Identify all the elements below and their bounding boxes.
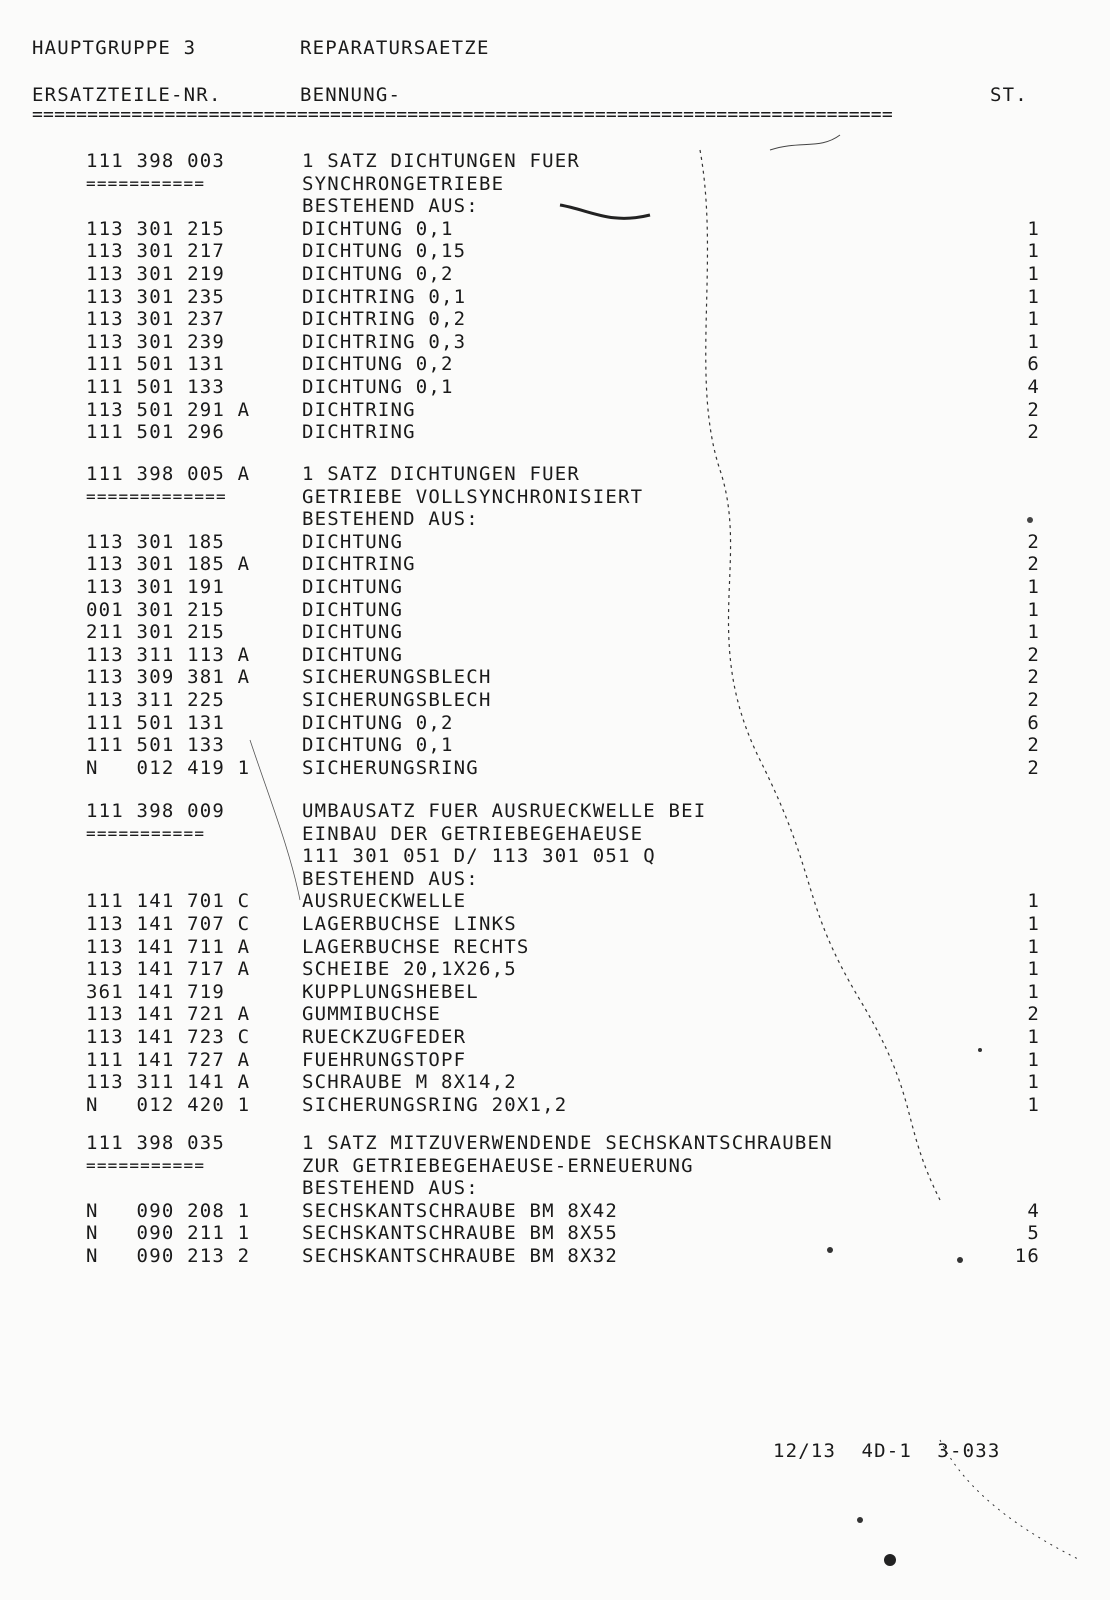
- item-part-number: 113 301 237: [86, 308, 226, 331]
- set-title-line: UMBAUSATZ FUER AUSRUECKWELLE BEI: [302, 800, 707, 822]
- item-quantity: 1: [1027, 598, 1040, 621]
- item-description: SECHSKANTSCHRAUBE BM 8X32: [302, 1245, 618, 1267]
- item-part-number: 113 141 717 A: [86, 958, 251, 981]
- set-consists-of-label: BESTEHEND AUS:: [302, 867, 479, 890]
- item-quantity: 1: [1027, 621, 1040, 644]
- item-description: DICHTUNG 0,1: [302, 376, 454, 398]
- item-description: DICHTRING: [302, 398, 416, 421]
- main-group-label: HAUPTGRUPPE 3: [32, 37, 197, 59]
- item-quantity: 2: [1027, 530, 1040, 553]
- item-quantity: 2: [1027, 553, 1040, 576]
- set-number-underline: ===========: [86, 173, 206, 193]
- item-quantity: 1: [1027, 1093, 1040, 1116]
- item-part-number: N 012 419 1: [86, 756, 251, 779]
- item-description: KUPPLUNGSHEBEL: [302, 980, 479, 1003]
- set-number-underline: ===========: [86, 823, 206, 843]
- item-quantity: 1: [1027, 240, 1040, 263]
- item-quantity: 1: [1027, 576, 1040, 598]
- item-part-number: 113 301 217: [86, 240, 226, 263]
- set-title-line: GETRIEBE VOLLSYNCHRONISIERT: [302, 485, 644, 508]
- column-header-description: BENNUNG-: [300, 84, 402, 106]
- item-part-number: 113 301 191: [86, 576, 226, 598]
- item-part-number: 001 301 215: [86, 598, 226, 621]
- item-description: DICHTUNG: [302, 643, 404, 666]
- item-part-number: 113 301 235: [86, 285, 226, 308]
- item-quantity: 6: [1027, 353, 1040, 376]
- item-description: SICHERUNGSRING: [302, 756, 479, 779]
- item-part-number: 113 141 711 A: [86, 935, 251, 958]
- set-part-number: 111 398 035: [86, 1132, 226, 1154]
- item-part-number: 113 301 219: [86, 263, 226, 285]
- item-description: DICHTRING 0,1: [302, 285, 467, 308]
- item-description: DICHTUNG: [302, 530, 404, 553]
- item-quantity: 2: [1027, 689, 1040, 711]
- item-description: SECHSKANTSCHRAUBE BM 8X55: [302, 1222, 618, 1245]
- item-part-number: 111 141 701 C: [86, 890, 251, 913]
- item-quantity: 2: [1027, 734, 1040, 757]
- item-description: SECHSKANTSCHRAUBE BM 8X42: [302, 1199, 618, 1222]
- item-quantity: 2: [1027, 398, 1040, 421]
- item-description: DICHTUNG: [302, 621, 404, 644]
- item-quantity: 1: [1027, 263, 1040, 285]
- item-part-number: 113 311 225: [86, 689, 226, 711]
- header-separator-rule: ==============================================================================: [32, 104, 893, 125]
- item-quantity: 4: [1027, 1199, 1040, 1222]
- item-quantity: 4: [1027, 376, 1040, 398]
- item-part-number: 111 501 131: [86, 711, 226, 734]
- set-consists-of-label: BESTEHEND AUS:: [302, 508, 479, 531]
- item-part-number: 361 141 719: [86, 980, 226, 1003]
- item-quantity: 1: [1027, 958, 1040, 981]
- item-quantity: 2: [1027, 756, 1040, 779]
- item-description: DICHTRING 0,3: [302, 330, 467, 353]
- item-part-number: 113 311 141 A: [86, 1071, 251, 1094]
- item-description: DICHTUNG 0,2: [302, 711, 454, 734]
- item-quantity: 2: [1027, 1003, 1040, 1026]
- item-quantity: 1: [1027, 1026, 1040, 1048]
- item-description: FUEHRUNGSTOPF: [302, 1048, 467, 1071]
- item-description: LAGERBUCHSE LINKS: [302, 913, 517, 935]
- item-description: DICHTUNG 0,1: [302, 734, 454, 757]
- item-description: SICHERUNGSBLECH: [302, 689, 492, 711]
- item-part-number: 111 501 133: [86, 376, 226, 398]
- item-part-number: 113 301 185: [86, 530, 226, 553]
- set-number-underline: =============: [86, 486, 227, 506]
- set-consists-of-label: BESTEHEND AUS:: [302, 195, 479, 218]
- item-quantity: 2: [1027, 666, 1040, 689]
- column-header-part-number: ERSATZTEILE-NR.: [32, 84, 222, 106]
- item-description: DICHTUNG 0,15: [302, 240, 467, 263]
- item-description: AUSRUECKWELLE: [302, 890, 467, 913]
- item-description: SCHRAUBE M 8X14,2: [302, 1071, 517, 1094]
- item-quantity: 1: [1027, 1071, 1040, 1094]
- item-part-number: N 090 213 2: [86, 1245, 251, 1267]
- item-description: DICHTUNG 0,1: [302, 217, 454, 240]
- item-description: DICHTUNG: [302, 576, 404, 598]
- item-part-number: 111 501 133: [86, 734, 226, 757]
- item-part-number: 113 141 721 A: [86, 1003, 251, 1026]
- item-description: DICHTUNG: [302, 598, 404, 621]
- item-description: DICHTUNG 0,2: [302, 353, 454, 376]
- item-quantity: 1: [1027, 935, 1040, 958]
- set-title-line: 1 SATZ MITZUVERWENDENDE SECHSKANTSCHRAUBEN: [302, 1132, 833, 1154]
- item-part-number: N 012 420 1: [86, 1093, 251, 1116]
- item-quantity: 1: [1027, 913, 1040, 935]
- item-part-number: 113 301 185 A: [86, 553, 251, 576]
- set-title-line: 1 SATZ DICHTUNGEN FUER: [302, 150, 581, 172]
- set-consists-of-label: BESTEHEND AUS:: [302, 1177, 479, 1200]
- item-description: SICHERUNGSRING 20X1,2: [302, 1093, 568, 1116]
- item-part-number: 211 301 215: [86, 621, 226, 644]
- item-description: DICHTRING: [302, 421, 416, 444]
- set-number-underline: ===========: [86, 1155, 206, 1175]
- item-quantity: 1: [1027, 285, 1040, 308]
- item-part-number: N 090 208 1: [86, 1199, 251, 1222]
- item-part-number: 111 141 727 A: [86, 1048, 251, 1071]
- set-part-number: 111 398 005 A: [86, 463, 251, 485]
- item-part-number: 113 141 707 C: [86, 913, 251, 935]
- set-part-number: 111 398 009: [86, 800, 226, 822]
- item-quantity: 1: [1027, 330, 1040, 353]
- item-quantity: 6: [1027, 711, 1040, 734]
- set-part-number: 111 398 003: [86, 150, 226, 172]
- set-title-line: ZUR GETRIEBEGEHAEUSE-ERNEUERUNG: [302, 1154, 694, 1177]
- column-header-quantity: ST.: [990, 84, 1028, 106]
- item-part-number: N 090 211 1: [86, 1222, 251, 1245]
- item-quantity: 2: [1027, 421, 1040, 444]
- item-description: SCHEIBE 20,1X26,5: [302, 958, 517, 981]
- item-part-number: 111 501 131: [86, 353, 226, 376]
- item-description: LAGERBUCHSE RECHTS: [302, 935, 530, 958]
- item-part-number: 113 309 381 A: [86, 666, 251, 689]
- set-title-line: 1 SATZ DICHTUNGEN FUER: [302, 463, 581, 485]
- item-quantity: 1: [1027, 1048, 1040, 1071]
- set-title-line: SYNCHRONGETRIEBE: [302, 172, 505, 195]
- item-quantity: 1: [1027, 308, 1040, 331]
- item-part-number: 113 501 291 A: [86, 398, 251, 421]
- item-part-number: 111 501 296: [86, 421, 226, 444]
- item-part-number: 113 311 113 A: [86, 643, 251, 666]
- item-quantity: 2: [1027, 643, 1040, 666]
- set-title-line: 111 301 051 D/ 113 301 051 Q: [302, 845, 656, 868]
- item-description: DICHTRING: [302, 553, 416, 576]
- item-quantity: 1: [1027, 980, 1040, 1003]
- set-title-line: EINBAU DER GETRIEBEGEHAEUSE: [302, 822, 644, 845]
- item-quantity: 1: [1027, 217, 1040, 240]
- item-description: DICHTUNG 0,2: [302, 263, 454, 285]
- item-description: SICHERUNGSBLECH: [302, 666, 492, 689]
- item-description: DICHTRING 0,2: [302, 308, 467, 331]
- item-quantity: 16: [1014, 1245, 1040, 1267]
- page-footer-code: 12/13 4D-1 3-033: [773, 1440, 1001, 1462]
- item-part-number: 113 141 723 C: [86, 1026, 251, 1048]
- item-part-number: 113 301 215: [86, 217, 226, 240]
- item-description: RUECKZUGFEDER: [302, 1026, 467, 1048]
- item-description: GUMMIBUCHSE: [302, 1003, 442, 1026]
- item-part-number: 113 301 239: [86, 330, 226, 353]
- item-quantity: 5: [1027, 1222, 1040, 1245]
- item-quantity: 1: [1027, 890, 1040, 913]
- main-group-title: REPARATURSAETZE: [300, 37, 490, 59]
